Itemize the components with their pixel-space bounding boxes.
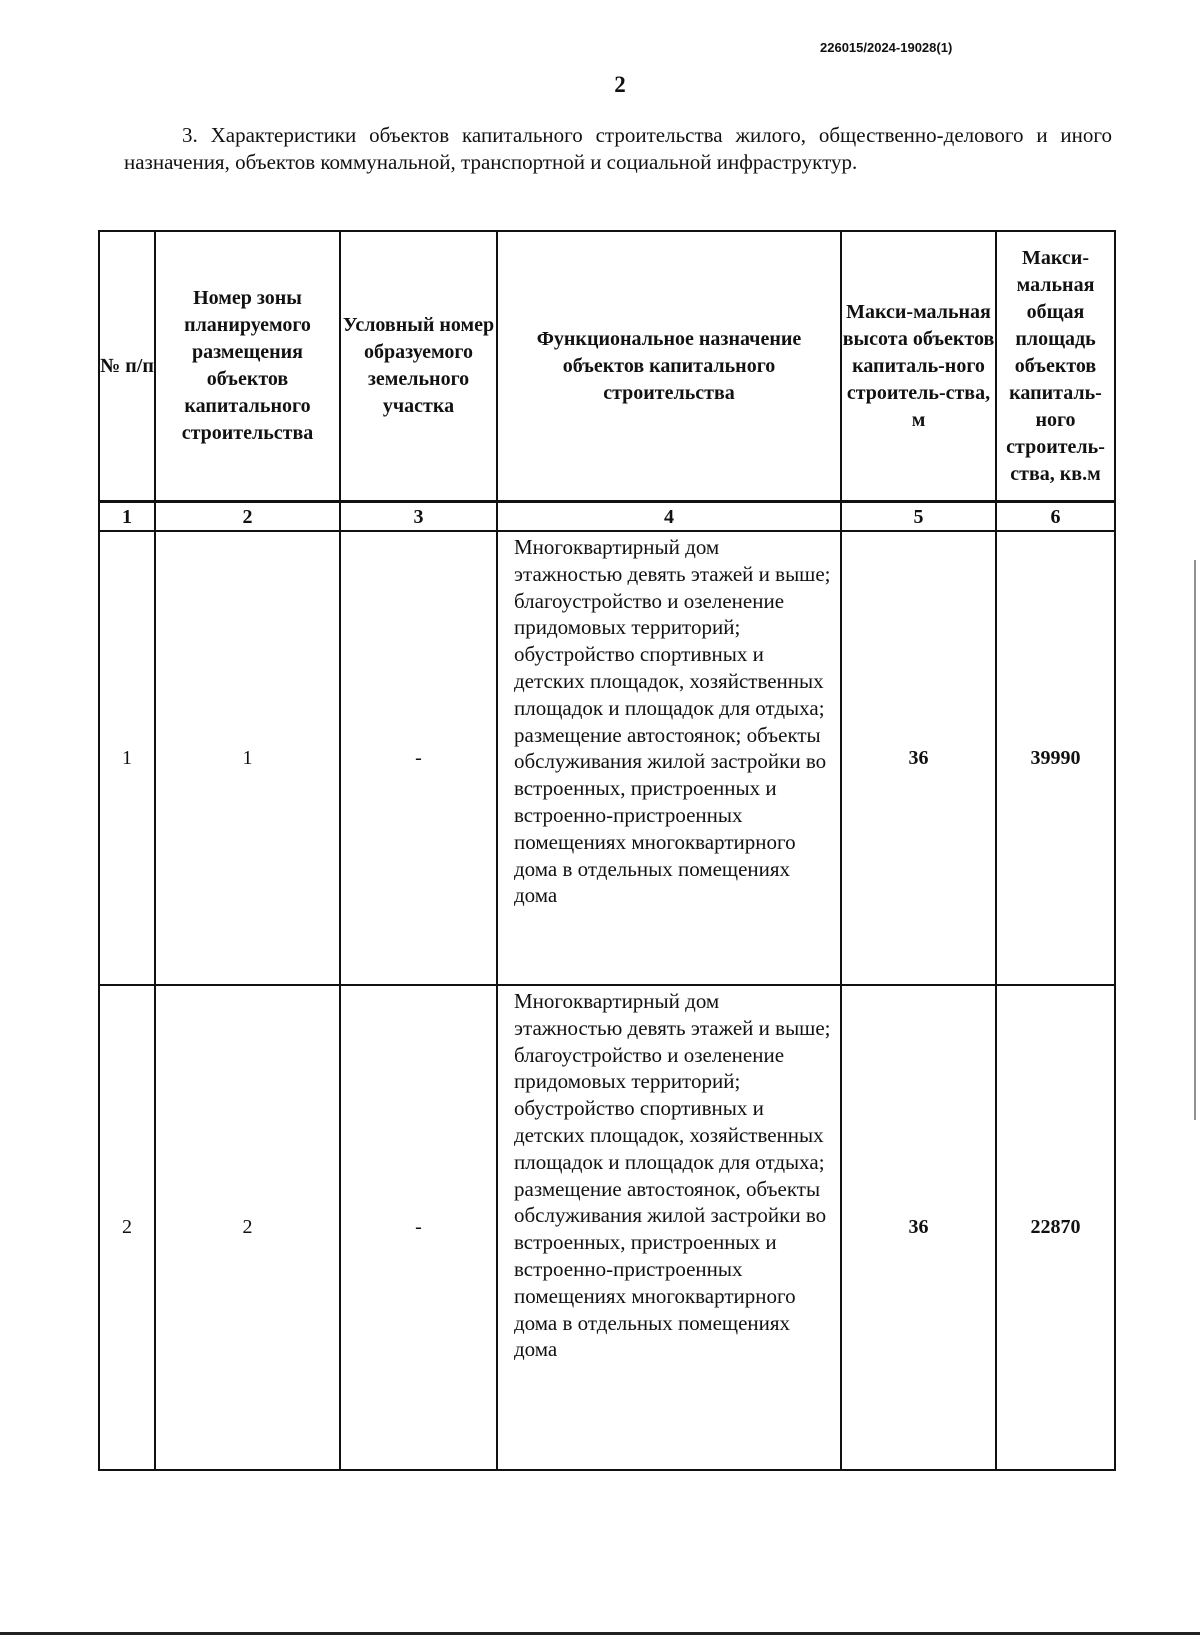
column-number: 6: [996, 502, 1115, 532]
plot-number-cell: -: [340, 985, 497, 1470]
header-zone-number: Номер зоны планируемого размещения объектов капитального строительства: [155, 231, 340, 502]
table-header-row: [99, 231, 1115, 502]
column-number-row: [99, 502, 1115, 532]
row-number-cell: 2: [99, 985, 155, 1470]
scan-edge-line: [0, 1632, 1200, 1635]
column-number: 4: [497, 502, 841, 532]
row-number-cell: 1: [99, 531, 155, 985]
document-id: 226015/2024-19028(1): [820, 40, 953, 55]
max-height-cell: 36: [841, 531, 996, 985]
header-max-height: Макси-мальная высота объектов капиталь-ного строитель-ства, м: [841, 231, 996, 502]
plot-number-cell: -: [340, 531, 497, 985]
max-height-cell: 36: [841, 985, 996, 1470]
page-number: 2: [614, 72, 626, 97]
zone-number-cell: 2: [155, 985, 340, 1470]
max-area-cell: 39990: [996, 531, 1115, 985]
functional-purpose-cell: Многоквартирный дом этажностью девять этажей и выше; благоустройство и озеленение придомовых территорий; обустройство спортивных и детских площадок, хозяйственных площадок и площадок для отдыха; размещение автостоянок, объекты обслуживания жилой застройки во встроенных, пристроенных и встроенно-пристроенных помещениях многоквартирного дома в отдельных помещениях дома: [497, 985, 841, 1470]
column-number: 5: [841, 502, 996, 532]
zone-number-cell: 1: [155, 531, 340, 985]
header-max-area: Макси-мальная общая площадь объектов капиталь-ного строитель-ства, кв.м: [996, 231, 1115, 502]
characteristics-table: [98, 230, 1116, 1471]
table-row: [99, 531, 1115, 985]
scan-edge-line: [1194, 560, 1196, 1120]
table-row: [99, 985, 1115, 1470]
max-area-cell: 22870: [996, 985, 1115, 1470]
header-plot-number: Условный номер образуемого земельного участка: [340, 231, 497, 502]
intro-paragraph: 3. Характеристики объектов капитального строительства жилого, общественно-делового и иного назначения, объектов коммунальной, транспортной и социальной инфраструктур.: [124, 123, 1112, 174]
column-number: 1: [99, 502, 155, 532]
column-number: 2: [155, 502, 340, 532]
header-functional-purpose: Функциональное назначение объектов капитального строительства: [497, 231, 841, 502]
column-number: 3: [340, 502, 497, 532]
functional-purpose-cell: Многоквартирный дом этажностью девять этажей и выше; благоустройство и озеленение придомовых территорий; обустройство спортивных и детских площадок, хозяйственных площадок и площадок для отдыха; размещение автостоянок; объекты обслуживания жилой застройки во встроенных, пристроенных и встроенно-пристроенных помещениях многоквартирного дома в отдельных помещениях дома: [497, 531, 841, 985]
header-row-number: № п/п: [99, 231, 155, 502]
